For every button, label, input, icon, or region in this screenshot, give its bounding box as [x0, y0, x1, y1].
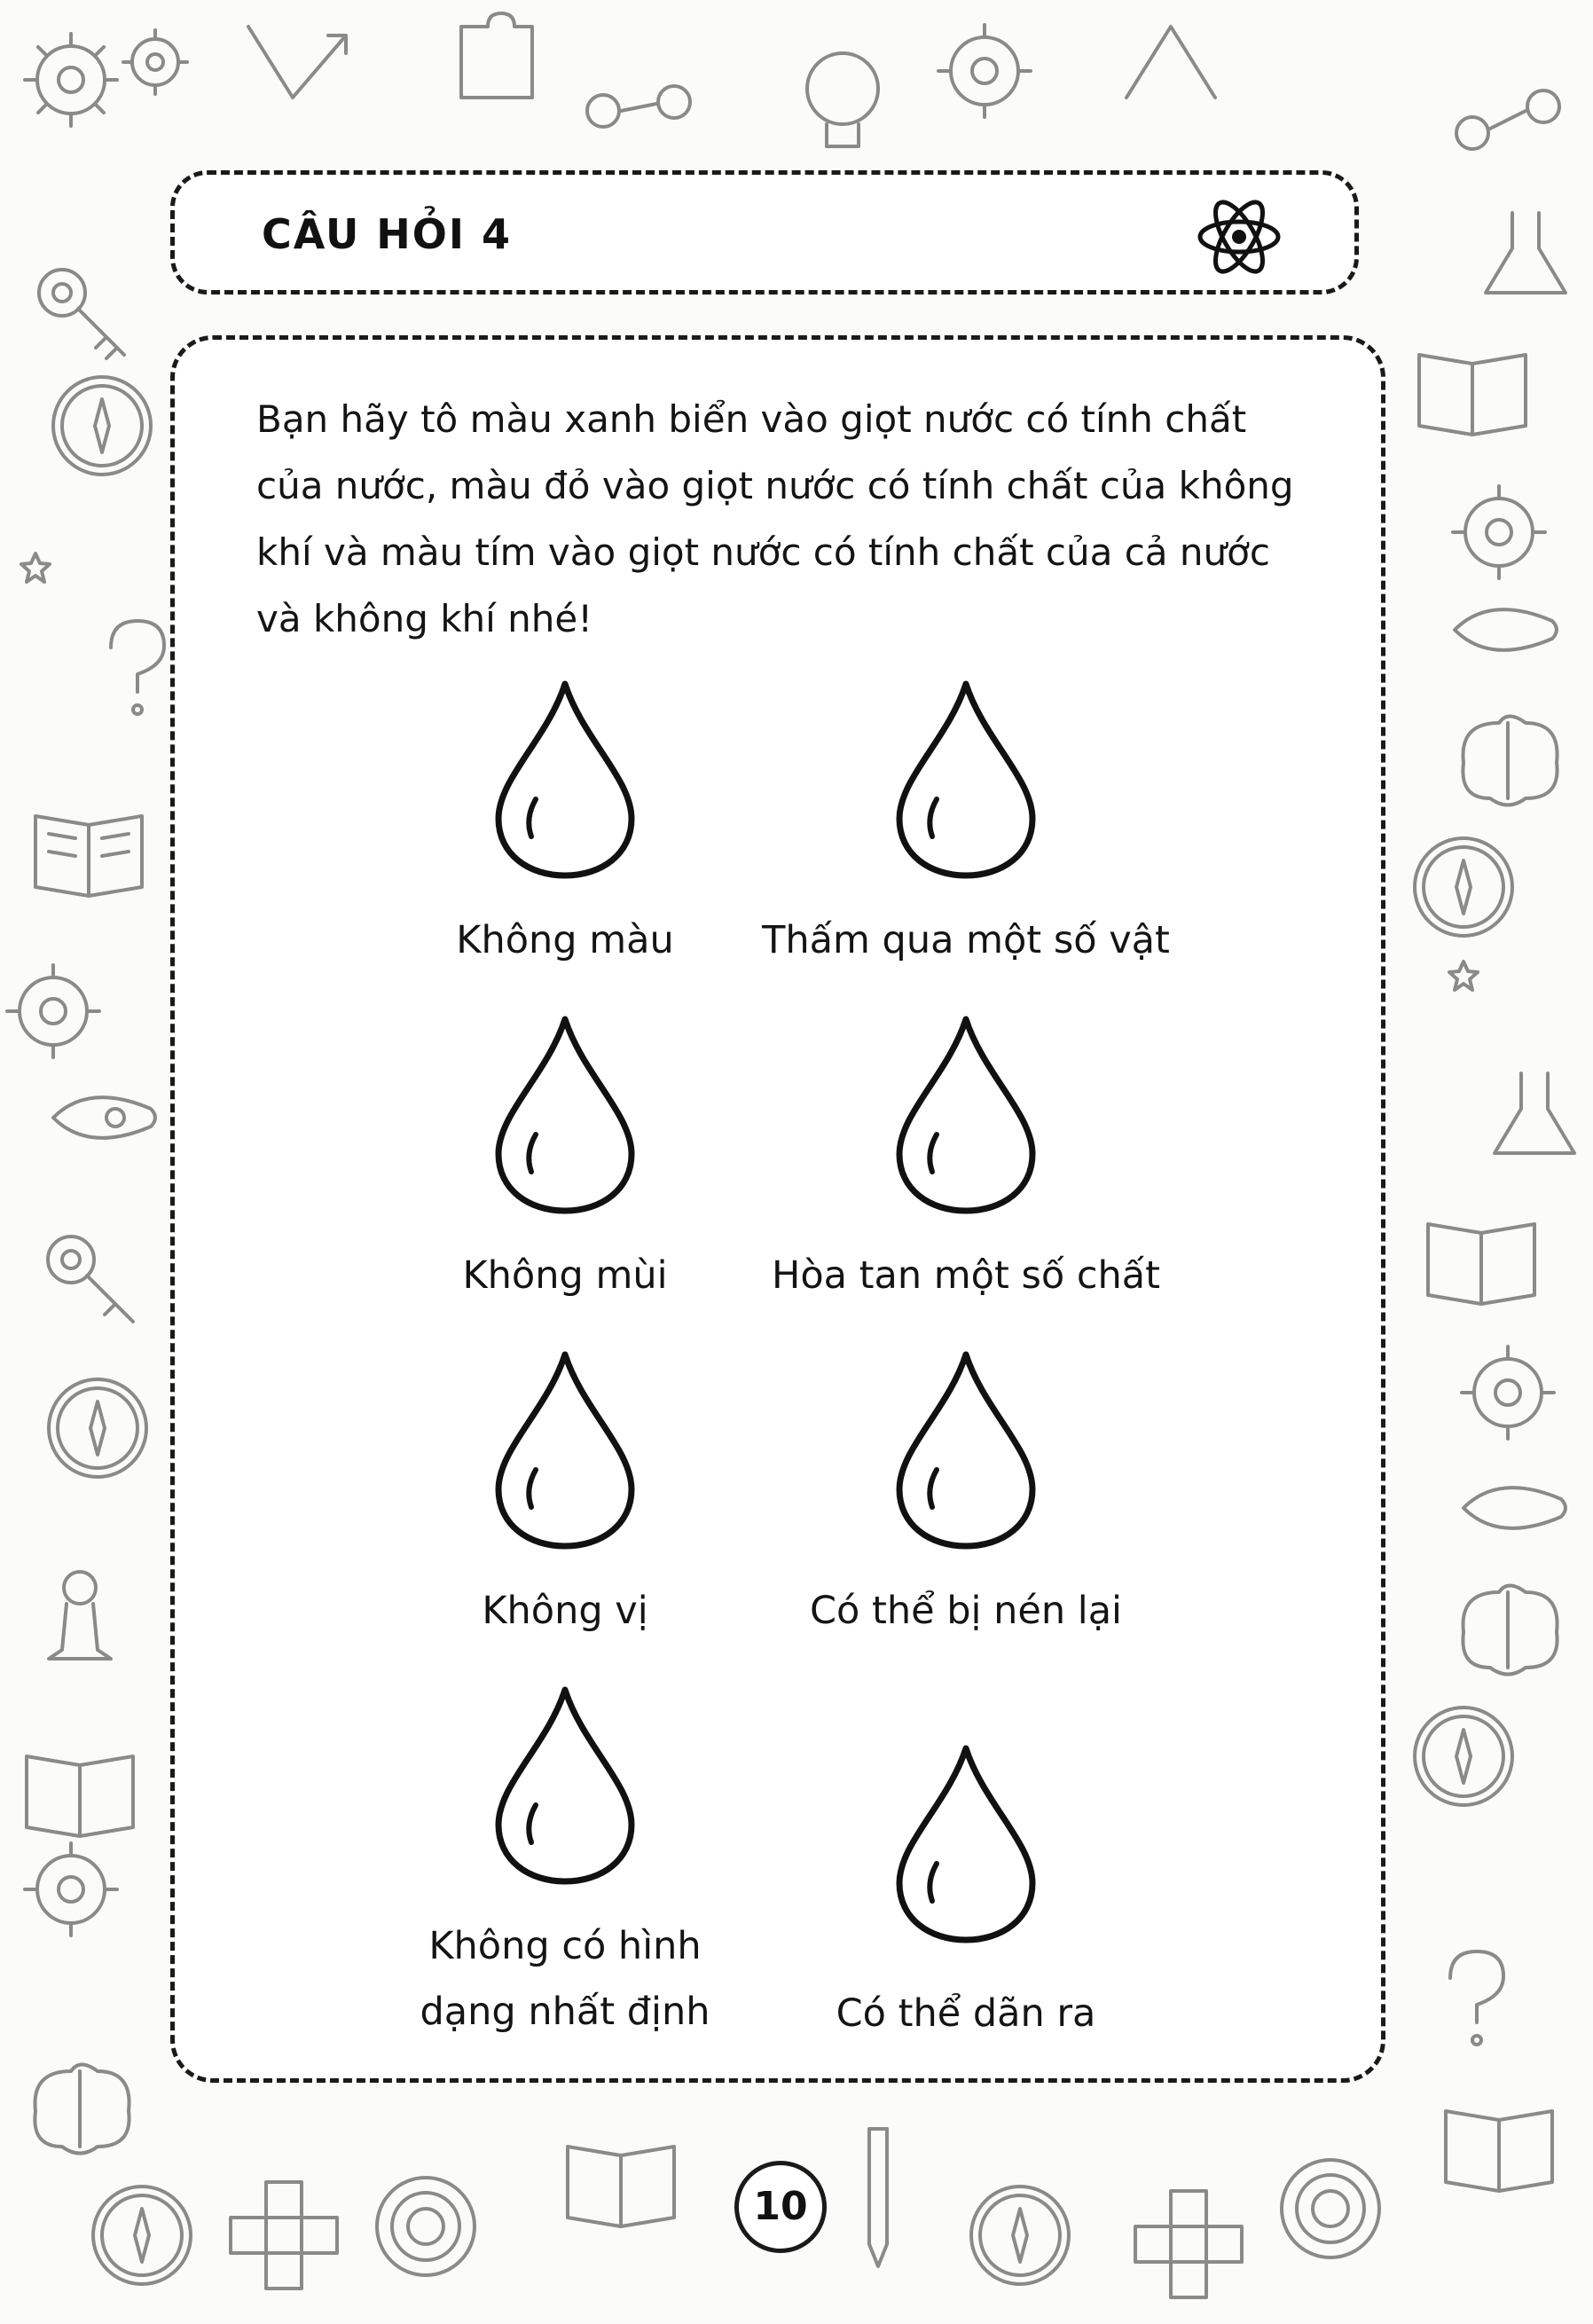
sequence-icon: [1456, 90, 1559, 149]
star-icon: [21, 554, 50, 582]
drop-item-1[interactable]: [334, 677, 796, 973]
instruction-text: Bạn hãy tô màu xanh biển vào giọt nước có tính chất của nước, màu đỏ vào giọt nước có tính chất của không khí và màu tím vào giọt nước có tính chất của cả nước và không khí nhé!: [256, 397, 1294, 640]
water-drop-icon[interactable]: [490, 1347, 640, 1551]
brain-icon: [1463, 1586, 1557, 1675]
drop-item-5[interactable]: [334, 1347, 796, 1644]
key-icon: [39, 270, 124, 358]
compass-icon: [53, 377, 151, 475]
gear-icon: [1453, 486, 1545, 578]
drop-item-4[interactable]: [735, 1012, 1197, 1308]
maze-icon: [1282, 2160, 1379, 2257]
crossword-icon: [231, 2182, 337, 2289]
rocket-icon: [1455, 609, 1557, 650]
water-drop-icon[interactable]: [891, 1347, 1041, 1551]
drop-item-3[interactable]: [334, 1012, 796, 1308]
drop-label: Có thể bị nén lại: [809, 1589, 1123, 1633]
gear-icon: [25, 1843, 117, 1935]
drop-label: Không mùi: [462, 1253, 668, 1298]
page-title: CÂU HỎI 4: [262, 210, 513, 258]
water-drop-icon[interactable]: [891, 1741, 1041, 1945]
drop-label: Hòa tan một số chất: [772, 1253, 1160, 1298]
question-mark-icon: [111, 621, 164, 714]
water-drop-icon[interactable]: [490, 1012, 640, 1216]
drop-label: Thấm qua một số vật: [762, 918, 1170, 962]
gear-icon: [123, 30, 187, 94]
page-number: 10: [734, 2161, 827, 2253]
puzzle-icon: [461, 13, 532, 98]
question-mark-icon: [1450, 1951, 1503, 2045]
brain-icon: [35, 2065, 129, 2154]
star-icon: [1449, 962, 1478, 990]
crossword-icon: [1135, 2191, 1242, 2297]
drop-item-2[interactable]: [735, 677, 1197, 973]
flask-icon: [1495, 1073, 1574, 1153]
drop-label: Không có hình dạng nhất định: [420, 1924, 710, 2034]
book-icon: [1419, 355, 1526, 435]
gear-icon: [25, 34, 117, 126]
rocket-icon: [53, 1097, 155, 1138]
book-icon: [568, 2147, 674, 2226]
compass-icon: [49, 1379, 146, 1477]
gear-icon: [7, 965, 99, 1057]
compass-icon: [971, 2187, 1069, 2284]
book-icon: [27, 1756, 133, 1836]
question-content: [170, 335, 1385, 2083]
drop-label: Không vị: [482, 1589, 648, 1633]
book-icon: [35, 816, 142, 896]
book-icon: [1428, 1224, 1534, 1304]
key-icon: [48, 1237, 133, 1322]
arrow-icon: [1126, 27, 1215, 98]
flask-icon: [1486, 213, 1566, 293]
water-drop-icon[interactable]: [490, 677, 640, 881]
gear-icon: [938, 25, 1031, 117]
pencil-icon: [869, 2129, 887, 2266]
question-header: [170, 170, 1359, 294]
water-drop-icon[interactable]: [891, 677, 1041, 881]
drop-item-7[interactable]: [334, 1683, 796, 2045]
lightbulb-icon: [807, 53, 878, 146]
maze-icon: [377, 2178, 475, 2275]
compass-icon: [1415, 838, 1512, 936]
gear-icon: [1462, 1347, 1554, 1439]
water-drop-icon[interactable]: [490, 1683, 640, 1887]
rocket-icon: [1464, 1488, 1566, 1528]
atom-icon: [1195, 192, 1283, 281]
compass-icon: [1415, 1708, 1512, 1805]
brain-icon: [1463, 717, 1557, 805]
book-icon: [1446, 2111, 1552, 2191]
drop-label: Có thể dãn ra: [836, 1991, 1096, 2036]
drop-label: Không màu: [456, 918, 674, 962]
chess-pawn-icon: [49, 1572, 111, 1659]
sequence-icon: [587, 86, 690, 127]
water-drop-icon[interactable]: [891, 1012, 1041, 1216]
drop-item-8[interactable]: [735, 1741, 1197, 2046]
arrow-icon: [248, 27, 346, 98]
drop-item-6[interactable]: [735, 1347, 1197, 1644]
compass-icon: [93, 2187, 191, 2284]
